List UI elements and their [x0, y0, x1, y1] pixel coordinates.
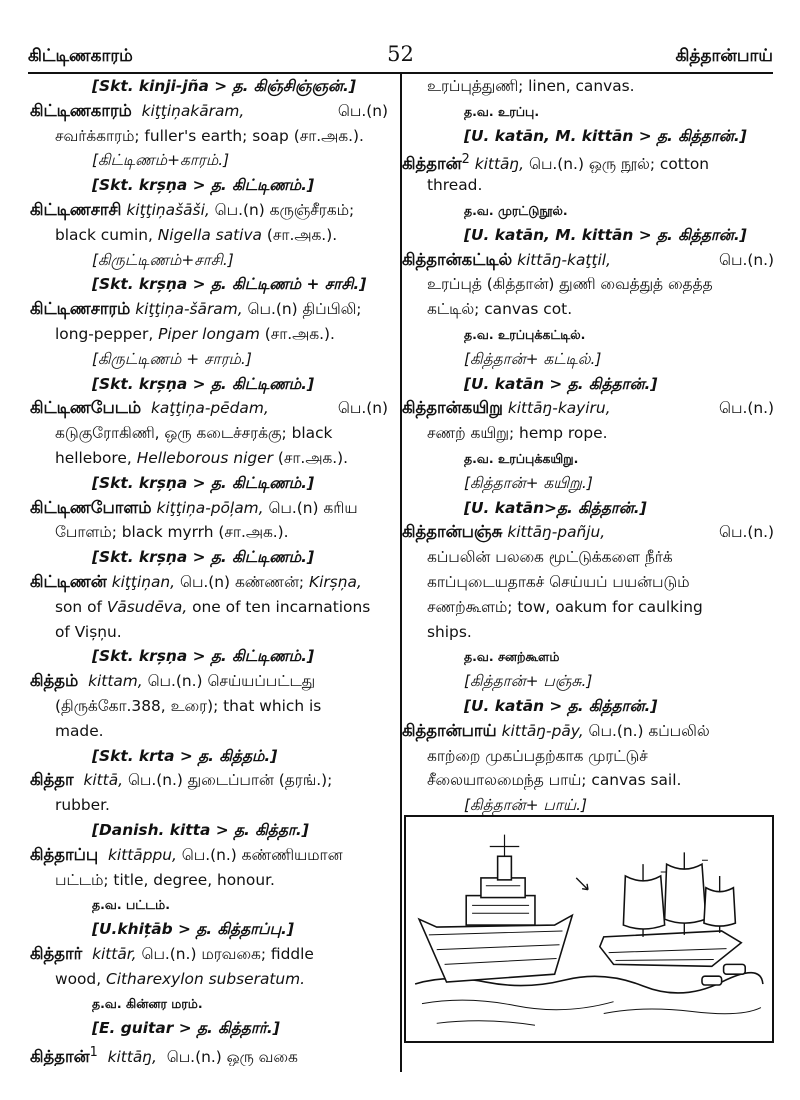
- etymology-line: [U. katān>த. கித்தான்.]: [464, 498, 647, 517]
- etymology-line: [Skt. krta > த. கித்தம்.]: [92, 746, 278, 765]
- homograph-number: 2: [461, 152, 470, 168]
- definition-line: son of Vāsudēva, one of ten incarnations: [55, 597, 371, 616]
- definition-line: thread.: [427, 176, 483, 195]
- derivation-line: [கித்தான்+ பஞ்சு.]: [464, 672, 593, 691]
- definition-line: கட்டில்; canvas cot.: [427, 300, 573, 319]
- definition-line: காப்புடையதாகச் செய்யப் பயன்படும்: [427, 572, 690, 591]
- definition-line: hellebore, Helleborous niger (சா.அக.).: [55, 448, 349, 467]
- transliteration: kiţţiņakāram,: [141, 101, 245, 120]
- scientific-name: Nigella sativa: [157, 225, 262, 244]
- etymology-line: [U.khițāb > த. கித்தாப்பு.]: [92, 920, 294, 939]
- part-of-speech: பெ.(n.): [719, 399, 774, 418]
- etymology-line: [Skt. kinji-jña > த. கிஞ்சிஞ்ஞன்.]: [92, 77, 356, 95]
- entry-headline: கித்தம் kittam, பெ.(n.) செய்யப்பட்டது: [30, 671, 316, 691]
- derivation-line: [கித்தான்+ பாய்.]: [464, 796, 588, 815]
- definition-line: long-pepper, Piper longam (சா.அக.).: [55, 324, 335, 343]
- etymology-line: [Skt. krșņa > த. கிட்டிணம்.]: [92, 473, 315, 492]
- transliteration: kittāŋ-kayiru,: [507, 399, 611, 418]
- definition-line: சணற்கூளம்; tow, oakum for caulking: [427, 597, 703, 616]
- homograph-number: 1: [89, 1045, 98, 1061]
- synonym-line: த.வ. முரட்டுநூல்.: [464, 202, 568, 218]
- etymology-line: [Danish. kitta > த. கித்தா.]: [92, 820, 309, 839]
- ships-illustration: [404, 815, 774, 1043]
- synonym-line: த.வ. கின்னர மரம்.: [92, 996, 203, 1012]
- headword: கித்தா: [30, 770, 74, 790]
- etymology-line: [Skt. krșņa > த. கிட்டிணம்.]: [92, 647, 315, 666]
- entry-headline: கிட்டிணன் kiţţiņan, பெ.(n) கண்ணன்; Kirșņa,: [30, 571, 362, 591]
- transliteration: kittāppu,: [108, 845, 177, 864]
- header-right-guideword: கித்தான்பாய்: [675, 46, 773, 66]
- headword: கித்தாப்பு: [30, 844, 99, 864]
- ship-drawing: [406, 817, 772, 1041]
- etymology-line: [U. katān, M. kittān > த. கித்தான்.]: [464, 225, 747, 244]
- derivation-line: [கித்தான்+ கயிறு.]: [464, 473, 593, 492]
- headword: கிட்டிணபேடம்: [30, 398, 142, 418]
- headword: கித்தான்: [30, 1047, 90, 1066]
- entry-headline: [30, 99, 388, 124]
- headword: கிட்டிணகாரம்: [30, 100, 132, 120]
- definition-line: காற்றை முகப்பதற்காக முரட்டுச்: [427, 746, 648, 765]
- part-of-speech: பெ.(n.): [719, 250, 774, 269]
- definition-line: of Vișņu.: [55, 622, 122, 641]
- transliteration: kittāŋ-pāy,: [501, 721, 584, 740]
- transliteration: kittāŋ,: [474, 155, 525, 174]
- definition-line: ships.: [427, 622, 472, 641]
- page-header: [28, 42, 773, 74]
- headword: கிட்டிணன்: [30, 571, 107, 591]
- definition-line: rubber.: [55, 796, 110, 815]
- derivation-line: [கிருட்டிணம்+சாசி.]: [92, 250, 234, 269]
- definition-line: wood, Citharexylon subseratum.: [55, 969, 306, 988]
- transliteration: kiţţiņa-pōļam,: [156, 498, 264, 517]
- definition-line: (திருக்கோ.388, உரை); that which is: [55, 696, 322, 715]
- etymology-line: [U. katān > த. கித்தான்.]: [464, 696, 658, 715]
- headword: கித்தான்: [402, 154, 462, 174]
- right-column: [402, 74, 774, 818]
- left-column: [30, 74, 388, 1066]
- transliteration: kittāŋ-kaţţil,: [517, 250, 611, 269]
- entry-headline: கிட்டிணசாசி kiţţiņašāši, பெ.(n) கருஞ்சீரகம்;: [30, 199, 355, 219]
- entry-headline: கித்தான்$^1$ kittāŋ, பெ.(n.) ஒரு வகை: [30, 1045, 298, 1066]
- etymology-line: [Skt. krșņa > த. கிட்டிணம்.]: [92, 548, 315, 567]
- part-of-speech: பெ.(n.): [719, 523, 774, 542]
- entry-headline: [402, 520, 774, 545]
- derivation-line: [கிட்டிணம்+காரம்.]: [92, 151, 230, 170]
- headword: கித்தான்கட்டில்: [402, 249, 513, 269]
- headword: கித்தார்: [30, 943, 83, 963]
- definition-line: கடுகுரோகிணி, ஒரு கடைச்சரக்கு; black: [55, 424, 333, 443]
- headword: கிட்டிணபோளம்: [30, 497, 152, 517]
- transliteration: kiţţiņan,: [111, 572, 176, 591]
- transliteration: kaţţiņa-pēdam,: [150, 399, 269, 418]
- definition-line: சவர்க்காரம்; fuller's earth; soap (சா.அக.).: [55, 126, 364, 145]
- transliteration: kittār,: [92, 944, 137, 963]
- transliteration: kittāŋ-pañju,: [507, 523, 606, 542]
- headword: கித்தான்பஞ்சு: [402, 522, 503, 542]
- page-number: 52: [387, 42, 414, 66]
- headword: கிட்டிணசாசி: [30, 199, 122, 219]
- definition-line: உரப்புத் (கித்தான்) துணி வைத்துத் தைத்த: [427, 275, 713, 294]
- transliteration: kittāŋ,: [107, 1048, 157, 1066]
- synonym-line: த.வ. உரப்பு.: [464, 103, 540, 119]
- etymology-line: [Skt. krșņa > த. கிட்டிணம்.]: [92, 176, 315, 195]
- scientific-name: Piper longam: [158, 324, 260, 343]
- synonym-line: த.வ. உரப்புக்கட்டில்.: [464, 326, 586, 342]
- entry-headline: கிட்டிணசாரம் kiţţiņa-šāram, பெ.(n) திப்பிலி;: [30, 299, 362, 319]
- header-left-guideword: கிட்டிணகாரம்: [28, 46, 133, 66]
- entry-headline: கித்தான்பாய் kittāŋ-pāy, பெ.(n.) கப்பலில்: [402, 720, 710, 740]
- definition-line: black cumin, Nigella sativa (சா.அக.).: [55, 225, 338, 244]
- etymology-line: [E. guitar > த. கித்தார்.]: [92, 1019, 280, 1038]
- definition-line: made.: [55, 721, 104, 740]
- entry-headline: கித்தார் kittār, பெ.(n.) மரவகை; fiddle: [30, 943, 314, 963]
- entry-headline: [30, 396, 388, 421]
- headword: கித்தான்கயிறு: [402, 398, 503, 418]
- synonym-line: த.வ. பட்டம்.: [92, 897, 170, 913]
- headword: கித்தான்பாய்: [402, 720, 497, 740]
- definition-line: கப்பலின் பலகை மூட்டுக்களை நீர்க்: [427, 548, 673, 567]
- headword: கிட்டிணசாரம்: [30, 299, 131, 319]
- definition-line: சணற் கயிறு; hemp rope.: [427, 424, 608, 443]
- synonym-line: த.வ. சனற்கூளம்: [464, 649, 560, 665]
- part-of-speech: பெ.(n): [337, 399, 388, 418]
- etymology-line: [Skt. krșņa > த. கிட்டிணம்.]: [92, 374, 315, 393]
- etymology-line: [U. katān, M. kittān > த. கித்தான்.]: [464, 126, 747, 145]
- entry-headline: கித்தான்$^2$ kittāŋ, பெ.(n.) ஒரு நூல்; cotton: [402, 152, 710, 174]
- scientific-name: Citharexylon subseratum.: [106, 969, 306, 988]
- synonym-line: த.வ. உரப்புக்கயிறு.: [464, 450, 579, 466]
- scientific-name: Helleborous niger: [136, 448, 273, 467]
- transliteration: kiţţiņašāši,: [126, 200, 210, 219]
- entry-headline: கித்தா kittā, பெ.(n.) துடைப்பான் (தரங்.);: [30, 770, 333, 790]
- transliteration: kittā,: [83, 771, 124, 790]
- headword: கித்தம்: [30, 671, 79, 691]
- definition-line: பட்டம்; title, degree, honour.: [55, 870, 275, 889]
- derivation-line: [கித்தான்+ கட்டில்.]: [464, 349, 602, 368]
- part-of-speech: பெ.(n): [337, 101, 388, 120]
- definition-line: சீலையாலமைந்த பாய்; canvas sail.: [427, 771, 682, 790]
- transliteration: kiţţiņa-šāram,: [135, 300, 243, 319]
- definition-line: உரப்புத்துணி; linen, canvas.: [427, 77, 635, 95]
- definition-line: போளம்; black myrrh (சா.அக.).: [55, 523, 289, 542]
- derivation-line: [கிருட்டிணம் + சாரம்.]: [92, 349, 252, 368]
- entry-headline: [402, 248, 774, 273]
- entry-headline: [402, 396, 774, 421]
- entry-headline: கிட்டிணபோளம் kiţţiņa-pōļam, பெ.(n) கரிய: [30, 497, 358, 517]
- transliteration: kittam,: [88, 672, 143, 691]
- etymology-line: [Skt. krșņa > த. கிட்டிணம் + சாசி.]: [92, 275, 367, 294]
- entry-headline: கித்தாப்பு kittāppu, பெ.(n.) கண்ணியமான: [30, 844, 343, 864]
- etymology-line: [U. katān > த. கித்தான்.]: [464, 374, 658, 393]
